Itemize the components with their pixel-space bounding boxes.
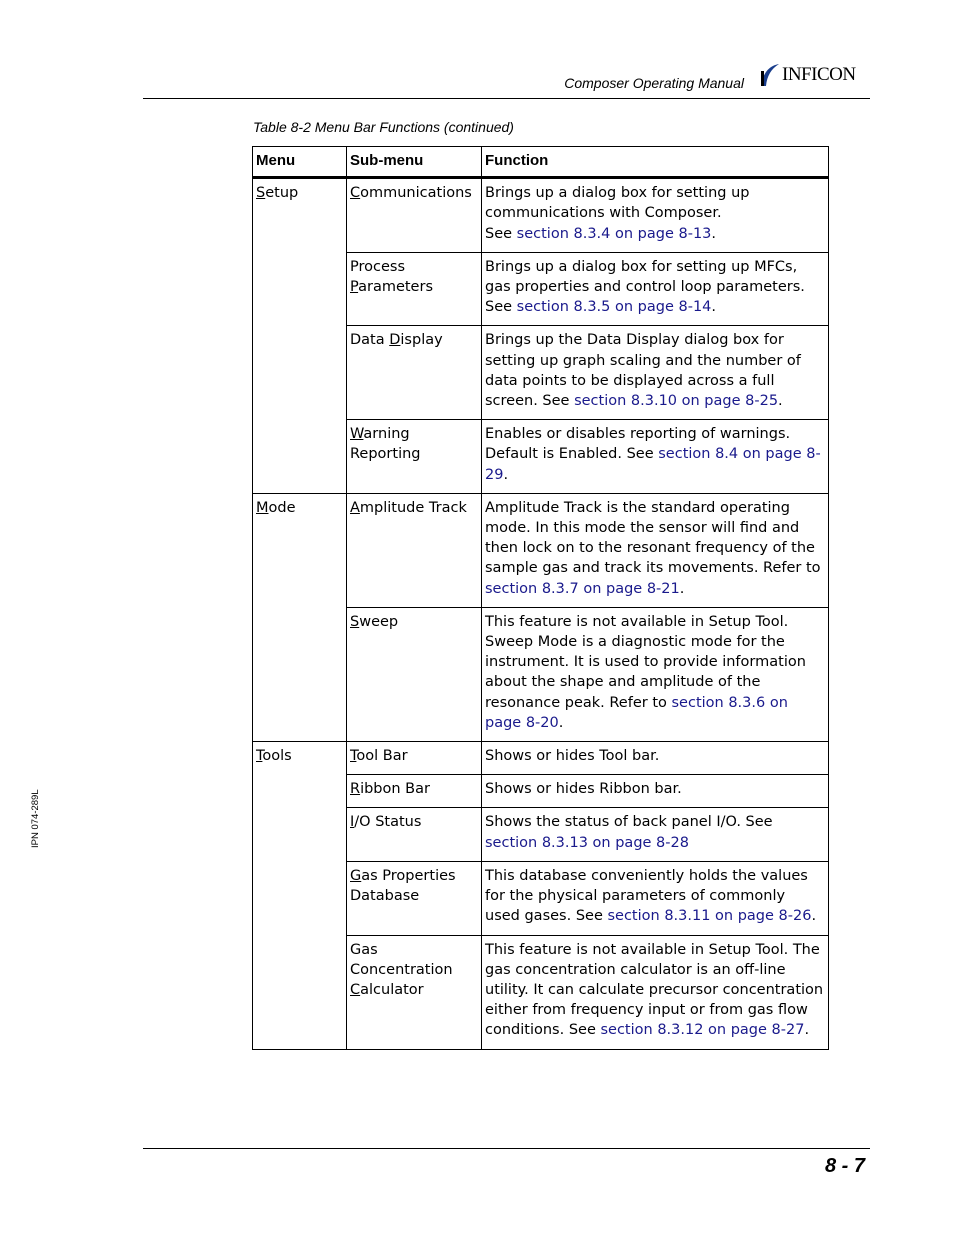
manual-title: Composer Operating Manual xyxy=(564,75,744,91)
table-row xyxy=(253,493,829,607)
submenu-cell: Sweep xyxy=(347,607,482,741)
function-cell: Shows the status of back panel I/O. See section 8.3.13 on page 8-28 xyxy=(482,808,829,861)
function-cell: Brings up the Data Display dialog box for setting up graph scaling and the number of data points to be displayed across a full screen. See section 8.3.10 on page 8-25. xyxy=(482,326,829,420)
page-number: 8 - 7 xyxy=(824,1155,865,1177)
cross-reference-link[interactable]: section 8.3.4 on page 8-13 xyxy=(516,225,712,242)
brand-name: INFICON xyxy=(782,64,856,85)
table-caption: Table 8-2 Menu Bar Functions (continued) xyxy=(253,119,514,135)
menu-bar-functions-table xyxy=(252,146,829,1050)
submenu-cell: I/O Status xyxy=(347,808,482,861)
inficon-swoosh-icon xyxy=(758,62,780,88)
submenu-cell: Communications xyxy=(347,178,482,253)
cross-reference-link[interactable]: section 8.3.13 on page 8-28 xyxy=(485,834,689,851)
submenu-cell: Process Parameters xyxy=(347,252,482,326)
cross-reference-link[interactable]: section 8.3.5 on page 8-14 xyxy=(516,299,712,316)
header-sub-menu: Sub-menu xyxy=(347,147,482,178)
cross-reference-link[interactable]: section 8.3.7 on page 8-21 xyxy=(485,580,680,597)
submenu-cell: Gas Concentration Calculator xyxy=(347,935,482,1049)
table-row xyxy=(253,178,829,253)
table-header-row xyxy=(253,147,829,178)
footer-rule xyxy=(143,1148,870,1149)
function-cell: This feature is not available in Setup Tool. The gas concentration calculator is an off-line utility. It can calculate precursor concentration either from frequency input or from gas flow conditions. See section 8.3.12 on page 8-27. xyxy=(482,935,829,1049)
submenu-cell: Gas Properties Database xyxy=(347,861,482,935)
header-menu: Menu xyxy=(253,147,347,178)
header-function: Function xyxy=(482,147,829,178)
cross-reference-link[interactable]: section 8.3.11 on page 8-26 xyxy=(607,908,812,925)
submenu-cell: Amplitude Track xyxy=(347,493,482,607)
table-row xyxy=(253,742,829,775)
submenu-cell: Data Display xyxy=(347,326,482,420)
submenu-cell: Ribbon Bar xyxy=(347,775,482,808)
cross-reference-link[interactable]: section 8.3.10 on page 8-25 xyxy=(574,393,779,410)
function-cell: Brings up a dialog box for setting up communications with Composer. See section 8.3.4 on page 8-13. xyxy=(482,178,829,253)
function-cell: Shows or hides Tool bar. xyxy=(482,742,829,775)
document-part-number: IPN 074-289L xyxy=(30,789,41,848)
menu-cell-mode: Mode xyxy=(253,493,347,741)
function-cell: This feature is not available in Setup Tool. Sweep Mode is a diagnostic mode for the instrument. It is used to provide information about the shape and amplitude of the resonance peak. Refer to section 8.3.6 on page 8-20. xyxy=(482,607,829,741)
function-cell: Amplitude Track is the standard operating mode. In this mode the sensor will find and then lock on to the resonant frequency of the sample gas and track its movements. Refer to section 8.3.7 on page 8-21. xyxy=(482,493,829,607)
submenu-cell: Tool Bar xyxy=(347,742,482,775)
header-rule xyxy=(143,98,870,99)
function-cell: Brings up a dialog box for setting up MFCs, gas properties and control loop parameters. See section 8.3.5 on page 8-14. xyxy=(482,252,829,326)
function-cell: This database conveniently holds the values for the physical parameters of commonly used gases. See section 8.3.11 on page 8-26. xyxy=(482,861,829,935)
function-cell: Shows or hides Ribbon bar. xyxy=(482,775,829,808)
submenu-cell: Warning Reporting xyxy=(347,420,482,494)
inficon-logo xyxy=(758,60,856,90)
cross-reference-link[interactable]: section 8.3.12 on page 8-27 xyxy=(600,1022,805,1039)
function-cell: Enables or disables reporting of warnings. Default is Enabled. See section 8.4 on page 8-29. xyxy=(482,420,829,494)
cross-reference-link[interactable]: section 8.3.6 on page 8-20 xyxy=(485,694,788,731)
cross-reference-link[interactable]: section 8.4 on page 8-29 xyxy=(485,446,821,483)
menu-cell-tools: Tools xyxy=(253,742,347,1049)
menu-cell-setup: Setup xyxy=(253,178,347,494)
